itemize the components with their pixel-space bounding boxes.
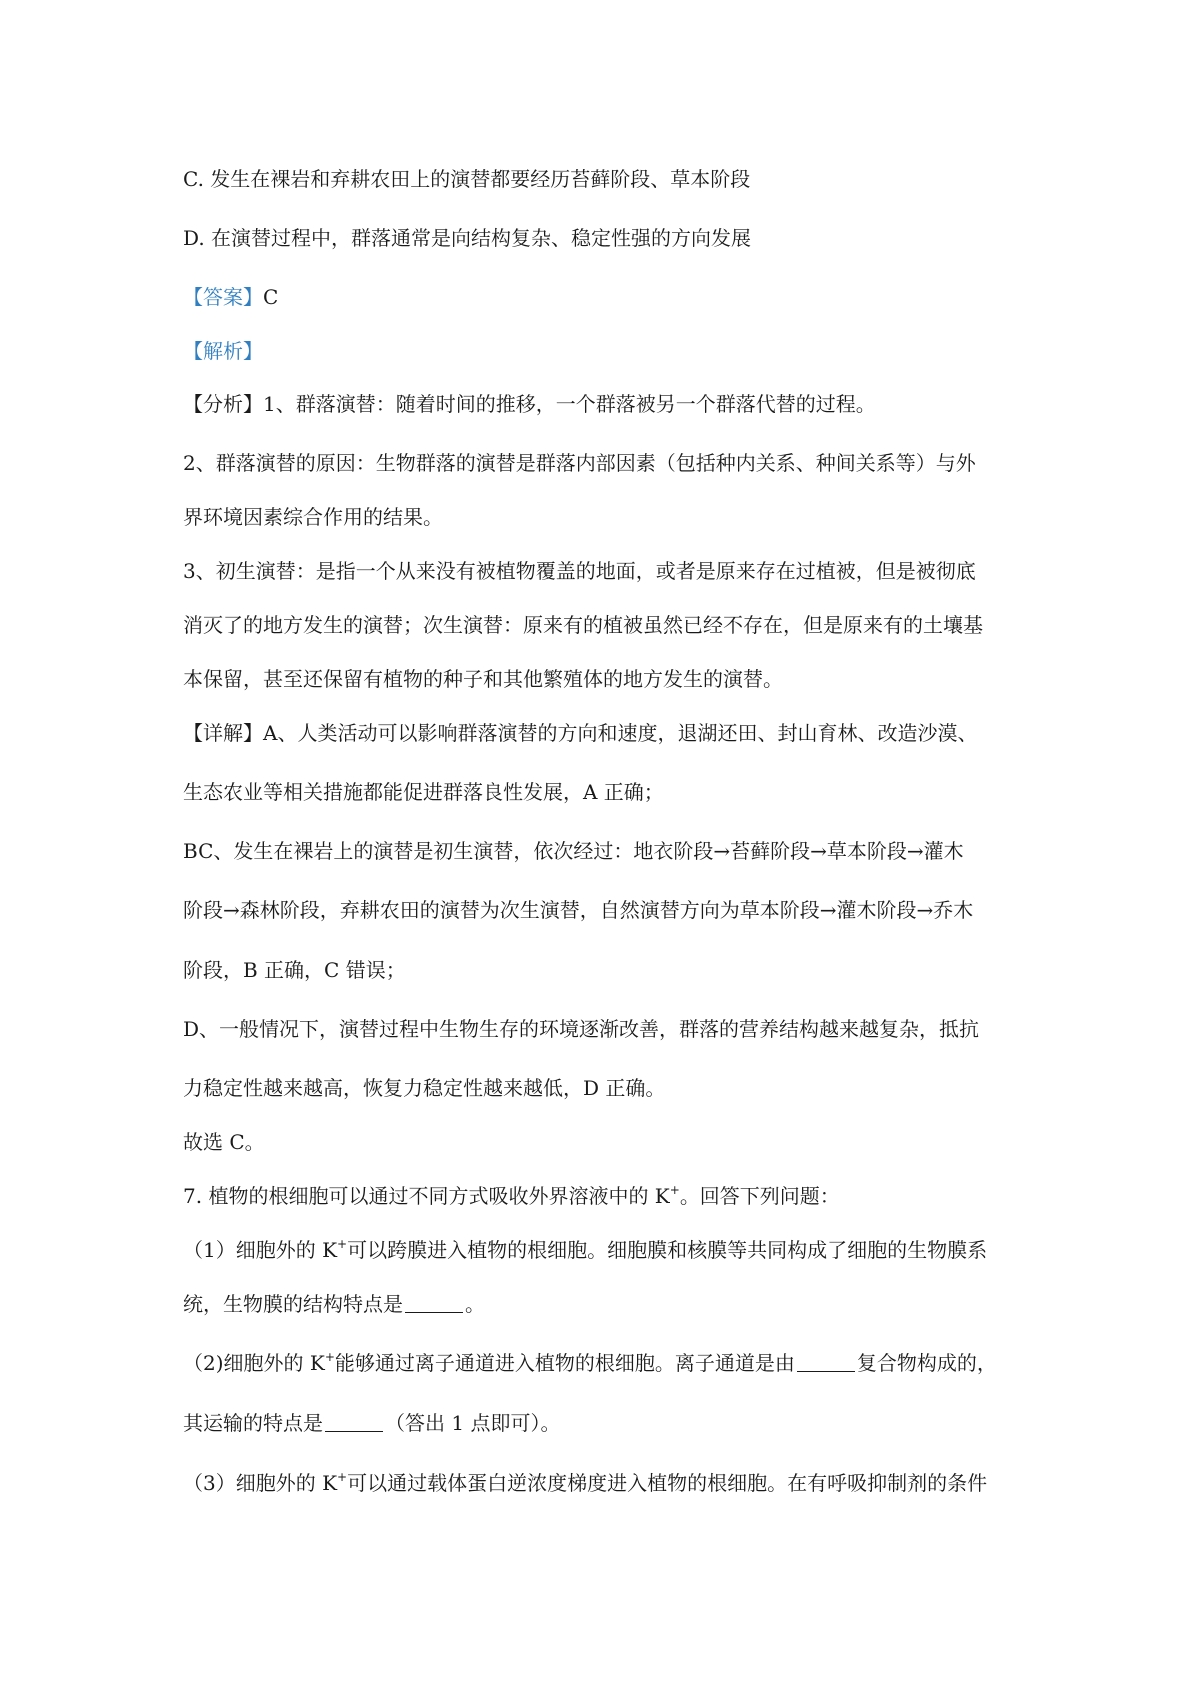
answer-label: 【答案】 bbox=[183, 285, 263, 309]
analysis-text: 2、群落演替的原因：生物群落的演替是群落内部因素（包括种内关系、种间关系等）与外 bbox=[183, 451, 976, 475]
answer-line bbox=[183, 282, 278, 312]
analysis-text: 界环境因素综合作用的结果。 bbox=[183, 505, 443, 529]
analysis-text: 3、初生演替：是指一个从来没有被植物覆盖的地面，或者是原来存在过植被，但是被彻底 bbox=[183, 559, 976, 583]
analysis-text: 【分析】1、群落演替：随着时间的推移，一个群落被另一个群落代替的过程。 bbox=[183, 392, 876, 416]
answer-blank[interactable] bbox=[797, 1351, 855, 1372]
answer-blank[interactable] bbox=[325, 1411, 383, 1432]
question-7-part-1-cont: 统，生物膜的结构特点是 。 bbox=[183, 1292, 485, 1316]
answer-value: C bbox=[263, 285, 279, 309]
answer-blank[interactable] bbox=[405, 1292, 463, 1313]
detail-text: 【详解】A、人类活动可以影响群落演替的方向和速度，退湖还田、封山育林、改造沙漠、 bbox=[183, 721, 978, 745]
question-7-part-3: （3）细胞外的 K+可以通过载体蛋白逆浓度梯度进入植物的根细胞。在有呼吸抑制剂的条件 bbox=[183, 1470, 988, 1495]
analysis-text: 本保留，甚至还保留有植物的种子和其他繁殖体的地方发生的演替。 bbox=[183, 667, 783, 691]
question-7-part-1: （1）细胞外的 K+可以跨膜进入植物的根细胞。细胞膜和核膜等共同构成了细胞的生物膜系 bbox=[183, 1237, 988, 1262]
option-d: D. 在演替过程中，群落通常是向结构复杂、稳定性强的方向发展 bbox=[183, 226, 752, 250]
conclusion-text: 故选 C。 bbox=[183, 1130, 265, 1154]
option-c: C. 发生在裸岩和弃耕农田上的演替都要经历苔藓阶段、草本阶段 bbox=[183, 167, 751, 191]
detail-text: 阶段，B 正确，C 错误； bbox=[183, 958, 406, 982]
detail-text: 阶段→森林阶段，弃耕农田的演替为次生演替，自然演替方向为草本阶段→灌木阶段→乔木 bbox=[183, 898, 974, 922]
question-7-part-2-cont: 其运输的特点是 （答出 1 点即可）。 bbox=[183, 1411, 561, 1435]
analysis-text: 消灭了的地方发生的演替；次生演替：原来有的植被虽然已经不存在，但是原来有的土壤基 bbox=[183, 613, 983, 637]
analysis-label: 【解析】 bbox=[183, 339, 263, 363]
detail-text: 力稳定性越来越高，恢复力稳定性越来越低，D 正确。 bbox=[183, 1076, 666, 1100]
question-7-stem: 7. 植物的根细胞可以通过不同方式吸收外界溶液中的 K+。回答下列问题： bbox=[183, 1183, 840, 1208]
detail-text: BC、发生在裸岩上的演替是初生演替，依次经过：地衣阶段→苔藓阶段→草本阶段→灌木 bbox=[183, 839, 964, 863]
detail-text: 生态农业等相关措施都能促进群落良性发展，A 正确； bbox=[183, 780, 664, 804]
question-7-part-2: （2)细胞外的 K+能够通过离子通道进入植物的根细胞。离子通道是由 复合物构成的， bbox=[183, 1350, 997, 1375]
detail-text: D、一般情况下，演替过程中生物生存的环境逐渐改善，群落的营养结构越来越复杂，抵抗 bbox=[183, 1017, 980, 1041]
